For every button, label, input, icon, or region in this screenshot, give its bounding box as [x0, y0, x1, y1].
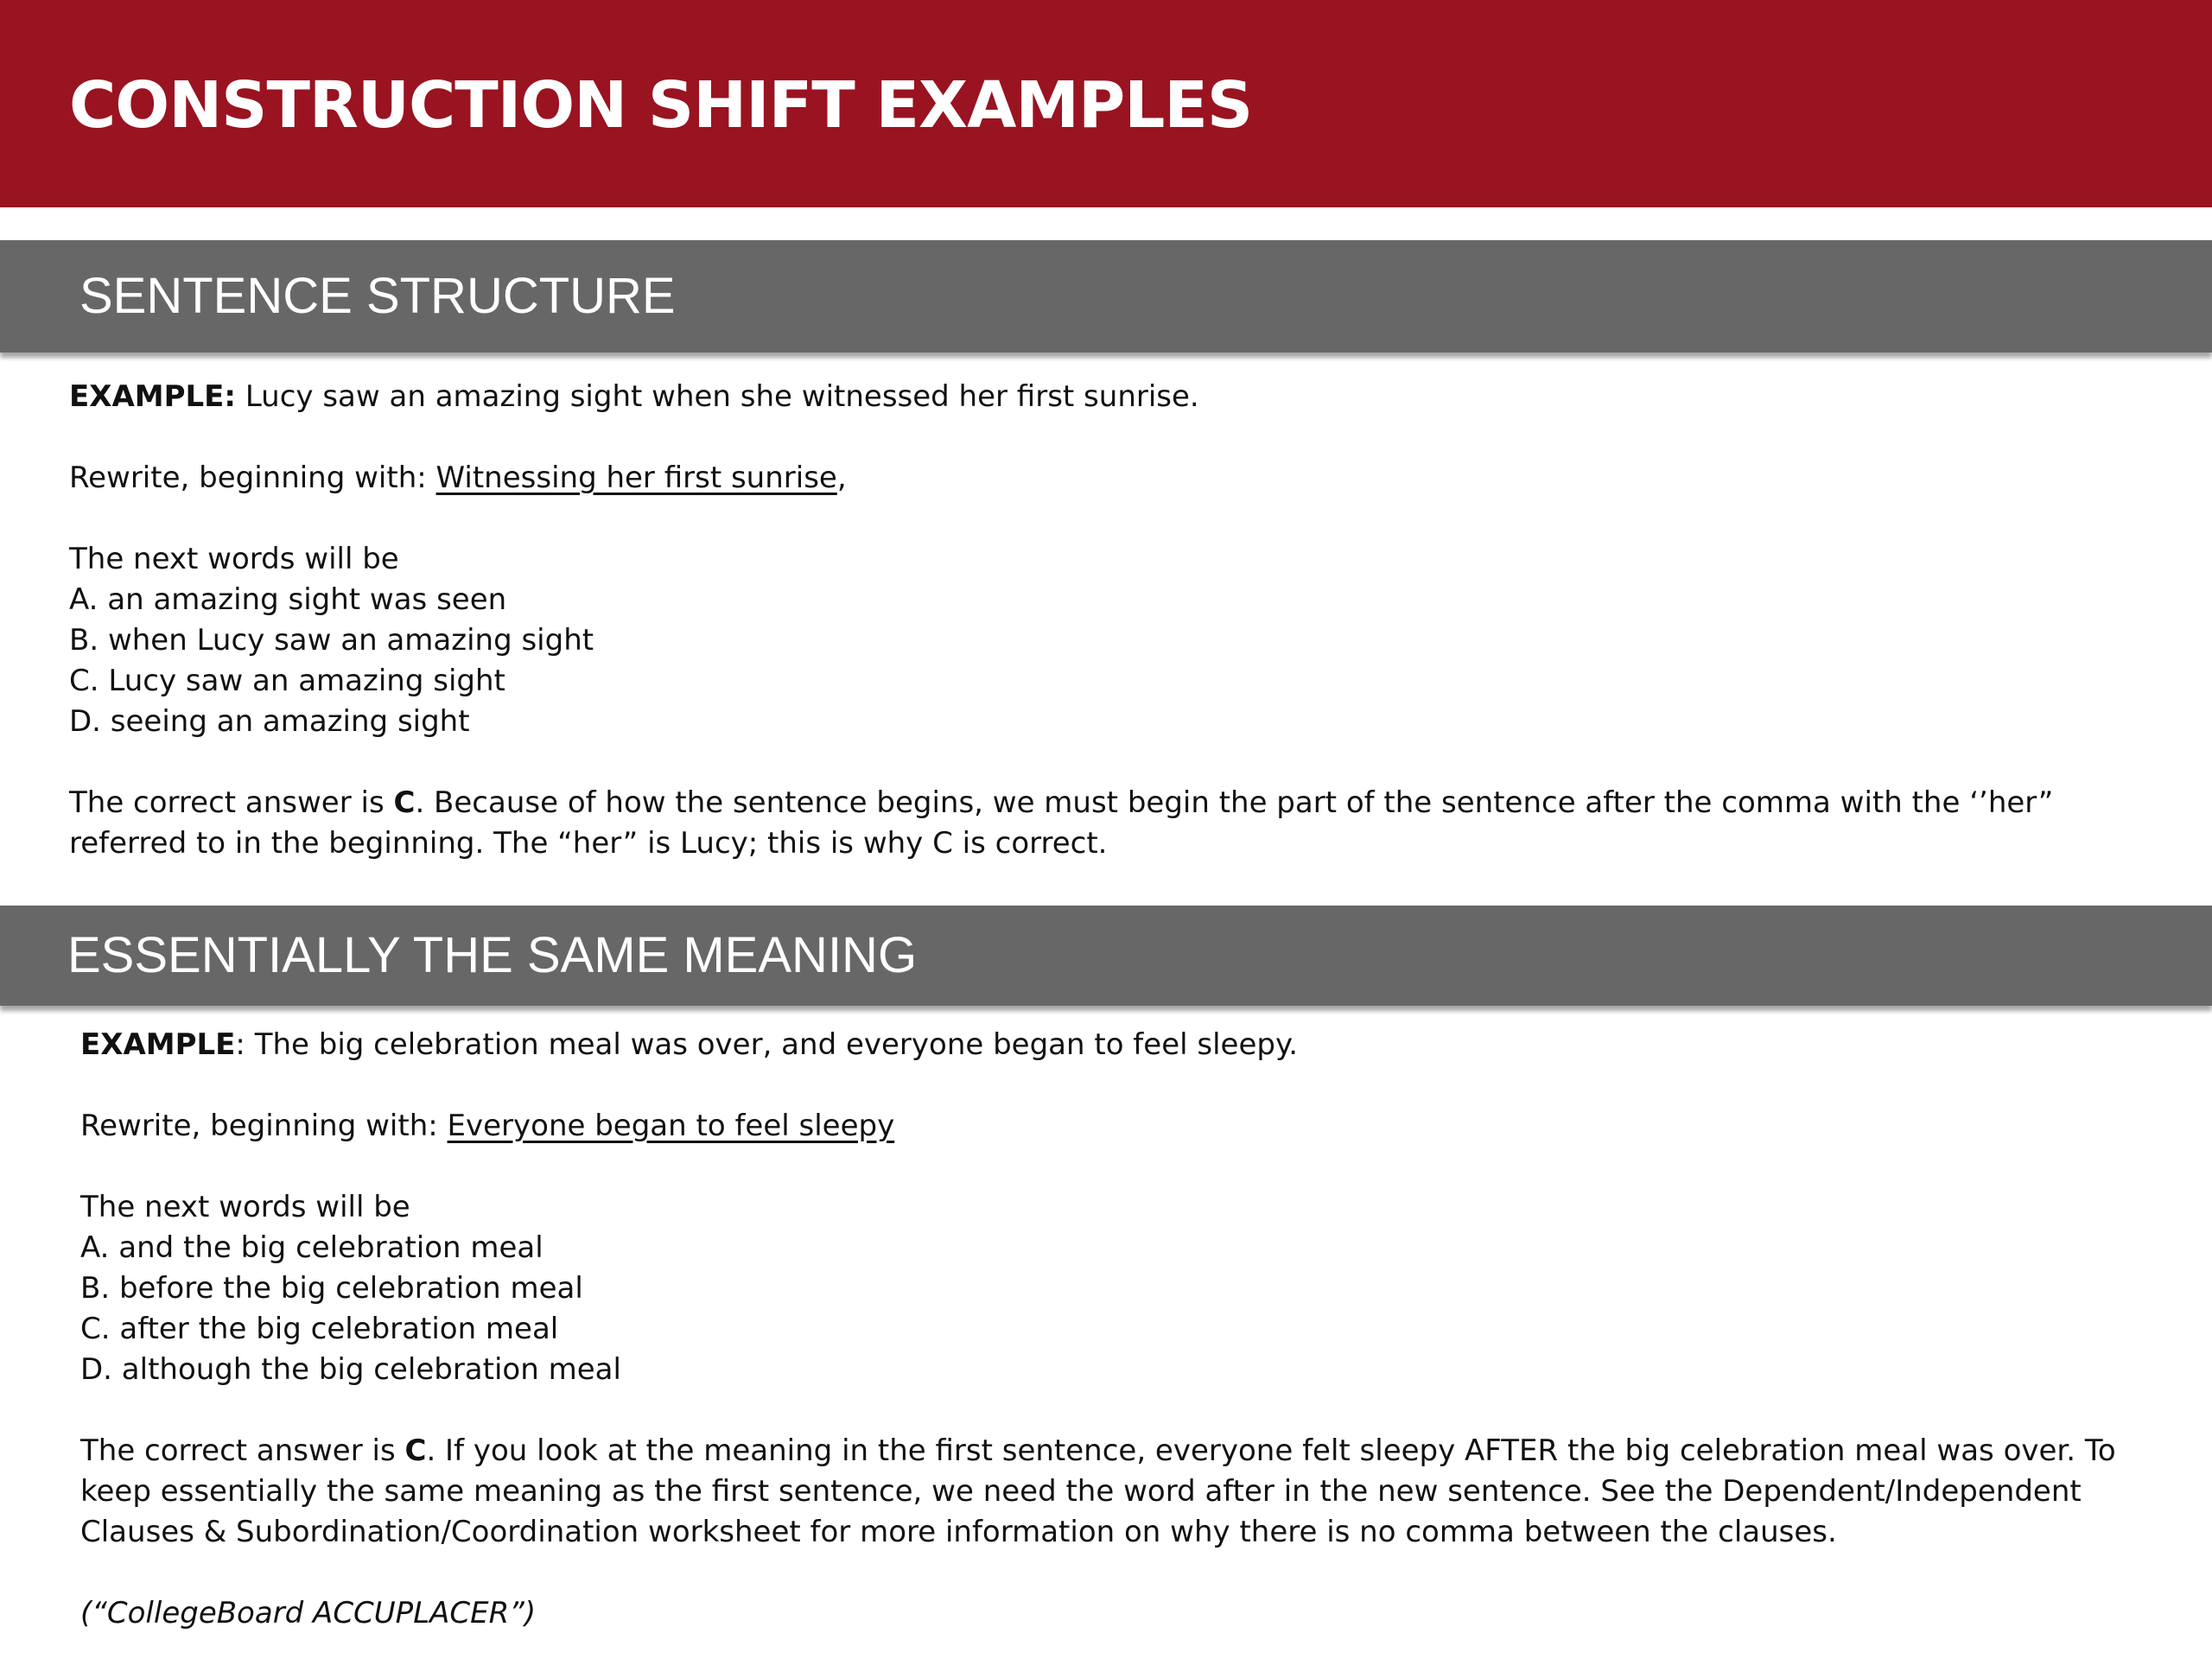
option-b: B. before the big celebration meal — [80, 1271, 583, 1306]
answer-explanation — [80, 1431, 2137, 1553]
rewrite-phrase: Witnessing her first sunrise — [435, 461, 837, 495]
answer-explanation — [69, 783, 2143, 864]
rewrite-line — [80, 1106, 2137, 1147]
citation: (“CollegeBoard ACCUPLACER”) — [80, 1596, 537, 1630]
section-heading: SENTENCE STRUCTURE — [79, 268, 676, 324]
option-c: C. Lucy saw an amazing sight — [69, 664, 505, 698]
example-separator: : — [235, 1027, 245, 1062]
option-d: D. although the big celebration meal — [80, 1352, 621, 1387]
example-separator: : — [224, 379, 237, 414]
answer-text: . If you look at the meaning in the first sentence, everyone felt sleepy AFTER the big celebration meal was over. To keep essentially the same meaning as the first sentence, we need the word after in the new sentence. See the Dependent/Independent Clauses & Subordination/Coordination worksheet for more information on why there is no comma between the clauses. — [80, 1433, 2116, 1549]
answer-text: . Because of how the sentence begins, we must begin the part of the sentence after the comma with the ‘’her” referred to in the beginning. The “her” is Lucy; this is why C is correct. — [69, 785, 2054, 861]
option-d: D. seeing an amazing sight — [69, 704, 470, 739]
next-words-prompt: The next words will be — [80, 1190, 410, 1224]
example-sentence: Lucy saw an amazing sight when she witnessed her first sunrise. — [245, 379, 1199, 414]
option-a: A. an amazing sight was seen — [69, 582, 507, 617]
same-meaning-content — [80, 1025, 2137, 1634]
section-header-sentence-structure — [0, 240, 2212, 353]
example-line — [69, 377, 2143, 417]
option-c: C. after the big celebration meal — [80, 1312, 559, 1346]
answer-letter: C — [404, 1433, 427, 1468]
next-words-prompt: The next words will be — [69, 542, 399, 576]
answer-letter: C — [393, 785, 416, 820]
rewrite-suffix: , — [836, 461, 847, 495]
sentence-structure-content — [69, 377, 2143, 864]
page-title: CONSTRUCTION SHIFT EXAMPLES — [69, 68, 1253, 143]
answer-prefix: The correct answer is — [69, 785, 394, 820]
example-sentence: The big celebration meal was over, and everyone began to feel sleepy. — [254, 1027, 1299, 1062]
example-label: EXAMPLE — [80, 1027, 236, 1062]
example-label: EXAMPLE — [69, 379, 225, 414]
rewrite-phrase: Everyone began to feel sleepy — [447, 1109, 895, 1143]
option-b: B. when Lucy saw an amazing sight — [69, 623, 594, 658]
example-line — [80, 1025, 2137, 1065]
title-banner — [0, 0, 2212, 207]
option-a: A. and the big celebration meal — [80, 1230, 543, 1265]
rewrite-line — [69, 458, 2143, 499]
section-heading: ESSENTIALLY THE SAME MEANING — [67, 927, 918, 983]
rewrite-prefix: Rewrite, beginning with: — [69, 461, 436, 495]
answer-prefix: The correct answer is — [80, 1433, 405, 1468]
section-header-essentially-same-meaning — [0, 906, 2212, 1006]
rewrite-prefix: Rewrite, beginning with: — [80, 1109, 448, 1143]
